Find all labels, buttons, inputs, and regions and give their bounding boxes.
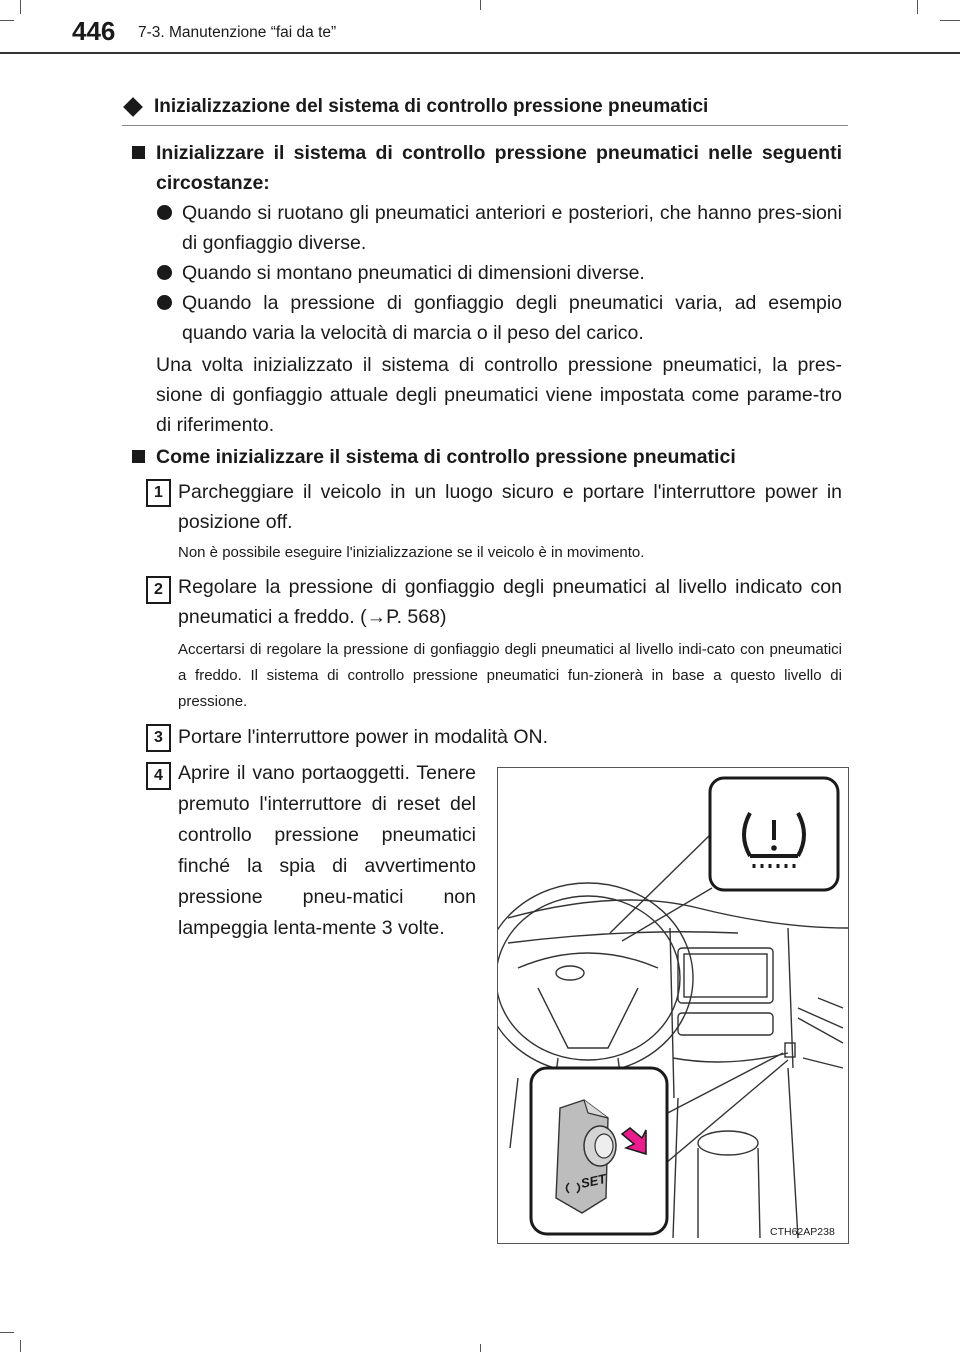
block-heading: Inizializzare il sistema di controllo pressione pneumatici nelle seguenti circostanze: (156, 142, 842, 194)
crop-mark (20, 1340, 21, 1352)
list-item (132, 198, 842, 258)
page-number: 446 (72, 16, 116, 46)
crop-mark (940, 20, 960, 21)
step-text: Regolare la pressione di gonfiaggio degli pneumatici al livello indicato con pneumatici a freddo. (→P. 568) (178, 576, 842, 628)
step-number: 1 (146, 479, 171, 507)
dashboard-illustration (497, 767, 849, 1244)
crop-mark (0, 20, 14, 21)
section-title (122, 96, 708, 118)
step-text: Aprire il vano portaoggetti. Tenere premuto l'interruttore di reset del controllo pressione pneumatici finché la spia di avvertimento pressione pneu-matici non lampeggia lenta-mente 3 volte. (178, 762, 476, 939)
square-bullet-icon (132, 146, 145, 159)
step-note: Non è possibile eseguire l'inizializzazione se il veicolo è in movimento. (178, 544, 645, 561)
section-title-text: Inizializzazione del sistema di controllo pressione pneumatici (154, 96, 709, 117)
bullet-icon (157, 205, 172, 220)
step-number: 3 (146, 724, 171, 752)
dashboard-drawing (498, 768, 848, 1243)
bullet-text: Quando la pressione di gonfiaggio degli pneumatici varia, ad esempio quando varia la velocità di marcia o il peso del carico. (182, 292, 842, 344)
step-text: Parcheggiare il veicolo in un luogo sicuro e portare l'interruttore power in posizione off. (178, 481, 842, 533)
header-divider (0, 52, 960, 54)
chapter-title: 7-3. Manutenzione “fai da te” (138, 24, 337, 41)
list-item (132, 288, 842, 348)
section-divider (122, 125, 848, 126)
bullet-text: Quando si montano pneumatici di dimensioni diverse. (182, 262, 645, 284)
crop-mark (480, 0, 481, 10)
square-bullet-icon (132, 450, 145, 463)
step-number: 4 (146, 762, 171, 790)
info-paragraph (132, 350, 842, 440)
crop-mark (480, 1344, 481, 1352)
bullet-icon (157, 265, 172, 280)
crop-mark (917, 0, 918, 14)
step-number: 2 (146, 576, 171, 604)
crop-mark (20, 0, 21, 14)
block-how-to (132, 442, 842, 472)
block-circumstances (132, 138, 842, 198)
bullet-icon (157, 295, 172, 310)
block-heading: Come inizializzare il sistema di controllo pressione pneumatici (156, 446, 736, 468)
diamond-icon (123, 97, 143, 117)
step-text: Portare l'interruttore power in modalità ON. (178, 726, 549, 748)
paragraph-text: Una volta inizializzato il sistema di controllo pressione pneumatici, la pres-sione di gonfiaggio attuale degli pneumatici viene impostata come parame-tro di riferimento. (156, 354, 842, 436)
step-note: Accertarsi di regolare la pressione di gonfiaggio degli pneumatici al livello indi-cato con pneumatici a freddo. Il sistema di controllo pressione pneumatici fun-zionerà in base a questo livello di pressione. (178, 641, 842, 710)
list-item (132, 258, 842, 288)
bullet-text: Quando si ruotano gli pneumatici anteriori e posteriori, che hanno pres-sioni di gonfiaggio diverse. (182, 202, 842, 254)
crop-mark (0, 1332, 14, 1333)
figure-code: CTH62AP238 (770, 1226, 835, 1238)
set-label: SET (579, 1171, 608, 1191)
